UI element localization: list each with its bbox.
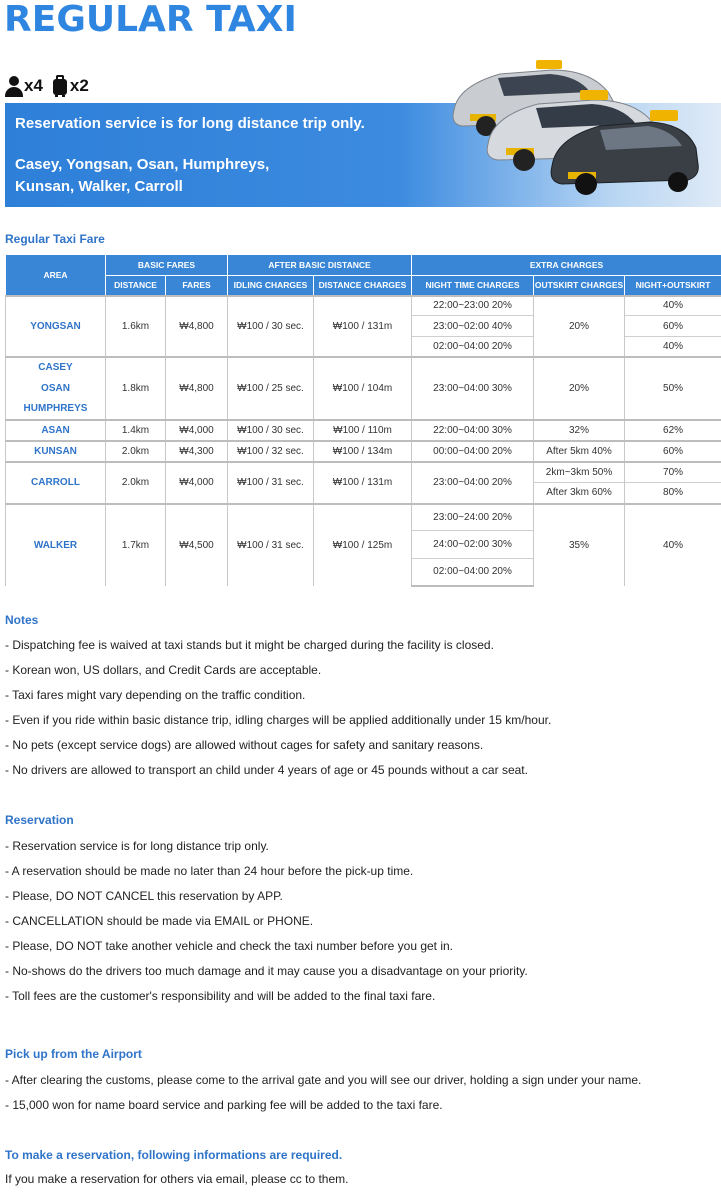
area-cell: YONGSAN xyxy=(6,296,106,357)
night-outskirt-cell: 50% xyxy=(625,357,721,420)
outskirt-cell: 2km~3km 50% xyxy=(534,462,625,483)
area-cell: CASEY xyxy=(6,357,106,378)
col-group-basic-fares: BASIC FARES xyxy=(106,255,228,276)
list-item: - 15,000 won for name board service and parking fee will be added to the taxi fare. xyxy=(5,1098,443,1112)
outskirt-cell: 20% xyxy=(534,296,625,357)
distance-charge-cell: ₩100 / 134m xyxy=(314,441,412,462)
area-cell: KUNSAN xyxy=(6,441,106,462)
banner-line-2: Casey, Yongsan, Osan, Humphreys, xyxy=(15,156,270,173)
night-cell: 02:00~04:00 20% xyxy=(412,337,534,357)
reservation-list xyxy=(5,834,528,1009)
night-cell: 23:00~04:00 20% xyxy=(412,462,534,504)
outskirt-cell: 35% xyxy=(534,504,625,586)
pickup-list xyxy=(5,1068,641,1118)
area-cell: CARROLL xyxy=(6,462,106,504)
col-header-night-outskirt: NIGHT+OUTSKIRT xyxy=(625,276,721,296)
list-item: - After clearing the customs, please come to the arrival gate and you will see our driver, holding a sign under your name. xyxy=(5,1073,642,1087)
idling-cell: ₩100 / 31 sec. xyxy=(228,504,314,586)
col-header-distance-charges: DISTANCE CHARGES xyxy=(314,276,412,296)
night-cell: 00:00~04:00 20% xyxy=(412,441,534,462)
distance-charge-cell: ₩100 / 104m xyxy=(314,357,412,420)
luggage-count: x2 xyxy=(69,76,89,95)
distance-charge-cell: ₩100 / 131m xyxy=(314,296,412,357)
list-item: - Toll fees are the customer's responsibility and will be added to the final taxi fare. xyxy=(5,989,436,1003)
distance-charge-cell: ₩100 / 110m xyxy=(314,420,412,441)
list-item: - Korean won, US dollars, and Credit Cards are acceptable. xyxy=(5,663,322,677)
person-icon xyxy=(5,75,23,97)
distance-charge-cell: ₩100 / 125m xyxy=(314,504,412,586)
banner-line-3: Kunsan, Walker, Carroll xyxy=(15,178,183,195)
night-cell: 23:00~24:00 20% xyxy=(412,504,534,531)
night-outskirt-cell: 40% xyxy=(625,504,721,586)
list-item: - No-shows do the drivers too much damage and it may cause you a disadvantage on your priority. xyxy=(5,964,528,978)
area-cell: OSAN xyxy=(6,378,106,399)
fare-cell: ₩4,500 xyxy=(166,504,228,586)
night-outskirt-cell: 40% xyxy=(625,337,721,357)
capacity-info xyxy=(5,72,89,100)
taxi-cars-image xyxy=(440,48,700,198)
night-cell: 24:00~02:00 30% xyxy=(412,531,534,559)
table-row xyxy=(6,441,721,462)
night-outskirt-cell: 60% xyxy=(625,441,721,462)
area-cell: WALKER xyxy=(6,504,106,586)
fare-cell: ₩4,000 xyxy=(166,420,228,441)
night-outskirt-cell: 40% xyxy=(625,296,721,316)
night-cell: 02:00~04:00 20% xyxy=(412,559,534,586)
list-item: - No pets (except service dogs) are allowed without cages for safety and sanitary reasons. xyxy=(5,738,484,752)
distance-cell: 1.6km xyxy=(106,296,166,357)
list-item: - Even if you ride within basic distance trip, idling charges will be applied additionally under 15 km/hour. xyxy=(5,713,552,727)
idling-cell: ₩100 / 30 sec. xyxy=(228,420,314,441)
fare-cell: ₩4,800 xyxy=(166,296,228,357)
night-outskirt-cell: 70% xyxy=(625,462,721,483)
outskirt-cell: 32% xyxy=(534,420,625,441)
list-item: - No drivers are allowed to transport an child under 4 years of age or 45 pounds without a car seat. xyxy=(5,763,528,777)
idling-cell: ₩100 / 31 sec. xyxy=(228,462,314,504)
passenger-count: x4 xyxy=(24,76,43,95)
col-header-distance: DISTANCE xyxy=(106,276,166,296)
fare-cell: ₩4,800 xyxy=(166,357,228,420)
table-row xyxy=(6,462,721,483)
col-header-outskirt: OUTSKIRT CHARGES xyxy=(534,276,625,296)
notes-list xyxy=(5,633,551,783)
list-item: - Reservation service is for long distance trip only. xyxy=(5,839,269,853)
make-reservation-heading: To make a reservation, following informations are required. xyxy=(5,1148,343,1162)
table-row xyxy=(6,504,721,531)
outskirt-cell: After 3km 60% xyxy=(534,483,625,504)
outskirt-cell: 20% xyxy=(534,357,625,420)
reservation-heading: Reservation xyxy=(5,813,74,827)
list-item: - Taxi fares might vary depending on the traffic condition. xyxy=(5,688,306,702)
distance-cell: 2.0km xyxy=(106,462,166,504)
col-group-after-basic: AFTER BASIC DISTANCE xyxy=(228,255,412,276)
distance-charge-cell: ₩100 / 131m xyxy=(314,462,412,504)
list-item: - Please, DO NOT CANCEL this reservation by APP. xyxy=(5,889,283,903)
idling-cell: ₩100 / 30 sec. xyxy=(228,296,314,357)
banner-line-1: Reservation service is for long distance trip only. xyxy=(15,115,365,132)
table-row xyxy=(6,296,721,316)
night-cell: 22:00~04:00 30% xyxy=(412,420,534,441)
night-cell: 23:00~04:00 30% xyxy=(412,357,534,420)
notes-heading: Notes xyxy=(5,613,39,627)
night-outskirt-cell: 60% xyxy=(625,316,721,337)
fare-table xyxy=(5,254,721,587)
fare-table-heading: Regular Taxi Fare xyxy=(5,232,105,246)
night-outskirt-cell: 62% xyxy=(625,420,721,441)
pickup-heading: Pick up from the Airport xyxy=(5,1047,142,1061)
page-title: REGULAR TAXI xyxy=(4,0,297,40)
table-row xyxy=(6,420,721,441)
distance-cell: 2.0km xyxy=(106,441,166,462)
night-cell: 23:00~02:00 40% xyxy=(412,316,534,337)
distance-cell: 1.8km xyxy=(106,357,166,420)
col-header-night-time: NIGHT TIME CHARGES xyxy=(412,276,534,296)
fare-cell: ₩4,300 xyxy=(166,441,228,462)
idling-cell: ₩100 / 25 sec. xyxy=(228,357,314,420)
night-cell: 22:00~23:00 20% xyxy=(412,296,534,316)
fare-cell: ₩4,000 xyxy=(166,462,228,504)
list-item: - Please, DO NOT take another vehicle and check the taxi number before you get in. xyxy=(5,939,454,953)
col-group-extra-charges: EXTRA CHARGES xyxy=(412,255,721,276)
col-header-area: AREA xyxy=(6,255,106,296)
area-cell: ASAN xyxy=(6,420,106,441)
list-item: - Dispatching fee is waived at taxi stands but it might be charged during the facility is closed. xyxy=(5,638,494,652)
distance-cell: 1.7km xyxy=(106,504,166,586)
make-reservation-text: If you make a reservation for others via email, please cc to them. xyxy=(5,1172,349,1186)
idling-cell: ₩100 / 32 sec. xyxy=(228,441,314,462)
list-item: - A reservation should be made no later than 24 hour before the pick-up time. xyxy=(5,864,414,878)
distance-cell: 1.4km xyxy=(106,420,166,441)
col-header-fares: FARES xyxy=(166,276,228,296)
outskirt-cell: After 5km 40% xyxy=(534,441,625,462)
area-cell: HUMPHREYS xyxy=(6,399,106,420)
table-row xyxy=(6,357,721,378)
luggage-icon xyxy=(53,75,67,97)
night-outskirt-cell: 80% xyxy=(625,483,721,504)
list-item: - CANCELLATION should be made via EMAIL or PHONE. xyxy=(5,914,314,928)
col-header-idling: IDLING CHARGES xyxy=(228,276,314,296)
